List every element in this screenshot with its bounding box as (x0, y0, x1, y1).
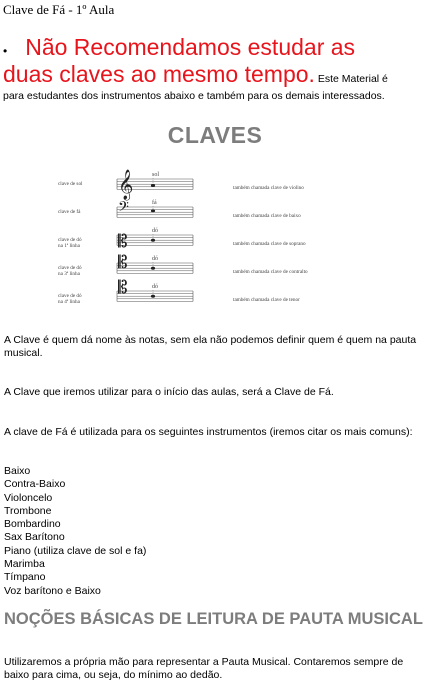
list-item: Sax Barítono (4, 531, 65, 544)
clef-description: também chamada clave de baixo (233, 213, 301, 219)
list-item: Contra-Baixo (4, 478, 66, 491)
clef-symbol: 𝄡 (118, 232, 128, 252)
clef-name-label: clave de sol (58, 181, 83, 187)
warning-line-2: duas claves ao mesmo tempo. (3, 61, 315, 87)
note-head (151, 239, 155, 242)
note-name-label: sol (152, 172, 160, 178)
instrument-list (4, 465, 146, 598)
clef-description: também chamada clave de violino (233, 185, 304, 191)
warning-block (3, 34, 427, 102)
list-item: Trombone (4, 504, 52, 517)
note-name-label: dó (152, 256, 158, 262)
paragraph-clave-fa: A Clave que iremos utilizar para o início das aulas, será a Clave de Fá. (4, 386, 334, 398)
clef-symbol: 𝄞 (118, 170, 134, 200)
clef-row (58, 253, 308, 277)
claves-title: CLAVES (167, 122, 263, 148)
paragraph-instruments-intro: A clave de Fá é utilizada para os seguintes instrumentos (iremos citar os mais comuns): (4, 426, 413, 438)
clef-row (58, 199, 301, 219)
list-item: Bombardino (4, 518, 61, 531)
warning-note-b: para estudantes dos instrumentos abaixo e também para os demais interessados. (3, 90, 385, 102)
clef-row (58, 169, 304, 201)
note-name-label: dó (152, 284, 158, 290)
warning-line-1: Não Recomendamos estudar as (25, 34, 356, 60)
note-head (151, 184, 155, 187)
bullet-icon: • (3, 43, 8, 58)
clef-description: também chamada clave de tenor (233, 297, 300, 303)
warning-note-a: Este Material é (314, 73, 388, 85)
note-head (151, 209, 155, 212)
clef-name-label: clave de dó na 1ª linha (58, 237, 82, 249)
list-item: Violoncelo (4, 491, 53, 504)
clef-name-label: clave de dó na 4ª linha (58, 293, 82, 305)
list-item: Tímpano (4, 571, 46, 584)
clef-name-label: clave de dó na 3ª linha (58, 265, 82, 277)
list-item: Voz barítono e Baixo (4, 584, 101, 597)
list-item: Marimba (4, 558, 45, 571)
clefs-figure (55, 165, 385, 310)
section-paragraph: Utilizaremos a própria mão para representar a Pauta Musical. Contaremos sempre de baixo para cima, ou seja, do mínimo ao dedão. (4, 656, 404, 681)
note-name-label: fá (152, 200, 157, 206)
section-heading: NOÇÕES BÁSICAS DE LEITURA DE PAUTA MUSICAL (4, 610, 423, 628)
clef-name-label: clave de fá (58, 209, 81, 215)
clef-symbol: 𝄡 (118, 278, 128, 298)
list-item: Baixo (4, 465, 31, 477)
page-header-title: Clave de Fá - 1º Aula (3, 2, 115, 17)
list-item: Piano (utiliza clave de sol e fa) (4, 544, 147, 557)
clef-description: também chamada clave de contralto (233, 269, 308, 275)
note-head (151, 267, 155, 270)
note-head (151, 295, 155, 298)
clef-symbol: 𝄢 (118, 199, 129, 219)
clef-row (58, 278, 300, 305)
note-name-label: dó (152, 228, 158, 234)
clef-row (58, 228, 306, 252)
paragraph-clave-definition: A Clave é quem dá nome às notas, sem ela não podemos definir quem é quem na pauta musical. (4, 334, 417, 359)
clef-symbol: 𝄡 (118, 253, 128, 273)
clef-description: também chamada clave de soprano (233, 241, 306, 247)
